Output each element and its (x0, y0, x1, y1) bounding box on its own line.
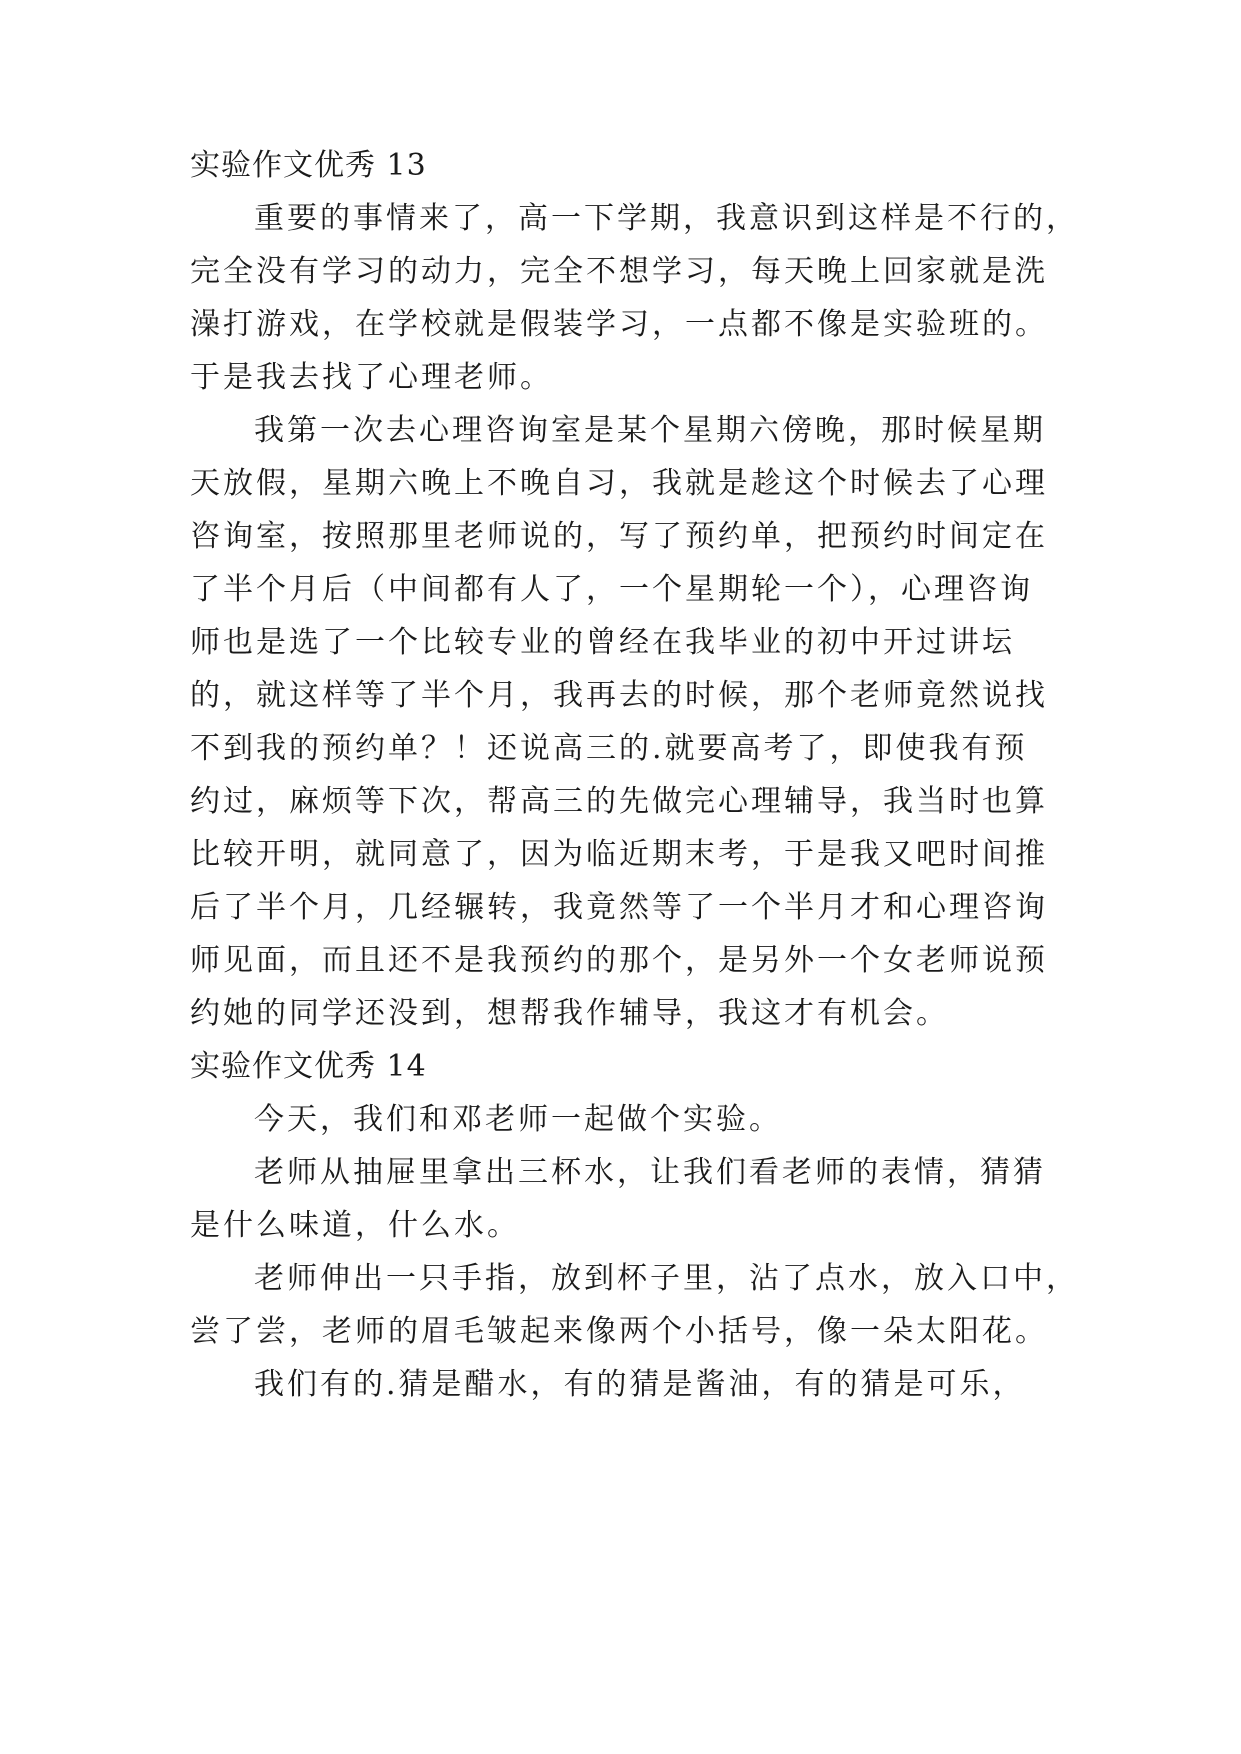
paragraph-line: 老师从抽屉里拿出三杯水，让我们看老师的表情，猜猜 (254, 1155, 1046, 1190)
paragraph-line: 尝了尝，老师的眉毛皱起来像两个小括号，像一朵太阳花。 (190, 1314, 1048, 1349)
paragraph-line: 今天，我们和邓老师一起做个实验。 (254, 1102, 782, 1137)
paragraph-line: 不到我的预约单？！还说高三的.就要高考了，即使我有预 (190, 731, 1028, 766)
paragraph-line: 老师伸出一只手指，放到杯子里，沾了点水，放入口中， (254, 1261, 1079, 1296)
paragraph-line: 师见面，而且还不是我预约的那个，是另外一个女老师说预 (190, 943, 1048, 978)
paragraph-line: 的，就这样等了半个月，我再去的时候，那个老师竟然说找 (190, 678, 1048, 713)
section-14-heading: 实验作文优秀 14 (190, 1049, 427, 1084)
paragraph-line: 天放假，星期六晚上不晚自习，我就是趁这个时候去了心理 (190, 466, 1048, 501)
section-13-heading: 实验作文优秀 13 (190, 148, 427, 183)
paragraph-line: 是什么味道，什么水。 (190, 1208, 520, 1243)
paragraph-line: 重要的事情来了，高一下学期，我意识到这样是不行的， (254, 201, 1079, 236)
paragraph-line: 师也是选了一个比较专业的曾经在我毕业的初中开过讲坛 (190, 625, 1015, 660)
paragraph-line: 我第一次去心理咨询室是某个星期六傍晚，那时候星期 (254, 413, 1046, 448)
paragraph-line: 比较开明，就同意了，因为临近期末考，于是我又吧时间推 (190, 837, 1048, 872)
paragraph-line: 咨询室，按照那里老师说的，写了预约单，把预约时间定在 (190, 519, 1048, 554)
paragraph-line: 约她的同学还没到，想帮我作辅导，我这才有机会。 (190, 996, 949, 1031)
paragraph-line: 于是我去找了心理老师。 (190, 360, 553, 395)
paragraph-line: 了半个月后（中间都有人了，一个星期轮一个），心理咨询 (190, 572, 1033, 607)
paragraph-line: 完全没有学习的动力，完全不想学习，每天晚上回家就是洗 (190, 254, 1048, 289)
paragraph-line: 我们有的.猜是醋水，有的猜是酱油，有的猜是可乐， (254, 1367, 1026, 1402)
paragraph-line: 约过，麻烦等下次，帮高三的先做完心理辅导，我当时也算 (190, 784, 1048, 819)
paragraph-line: 澡打游戏，在学校就是假装学习，一点都不像是实验班的。 (190, 307, 1048, 342)
paragraph-line: 后了半个月，几经辗转，我竟然等了一个半月才和心理咨询 (190, 890, 1048, 925)
